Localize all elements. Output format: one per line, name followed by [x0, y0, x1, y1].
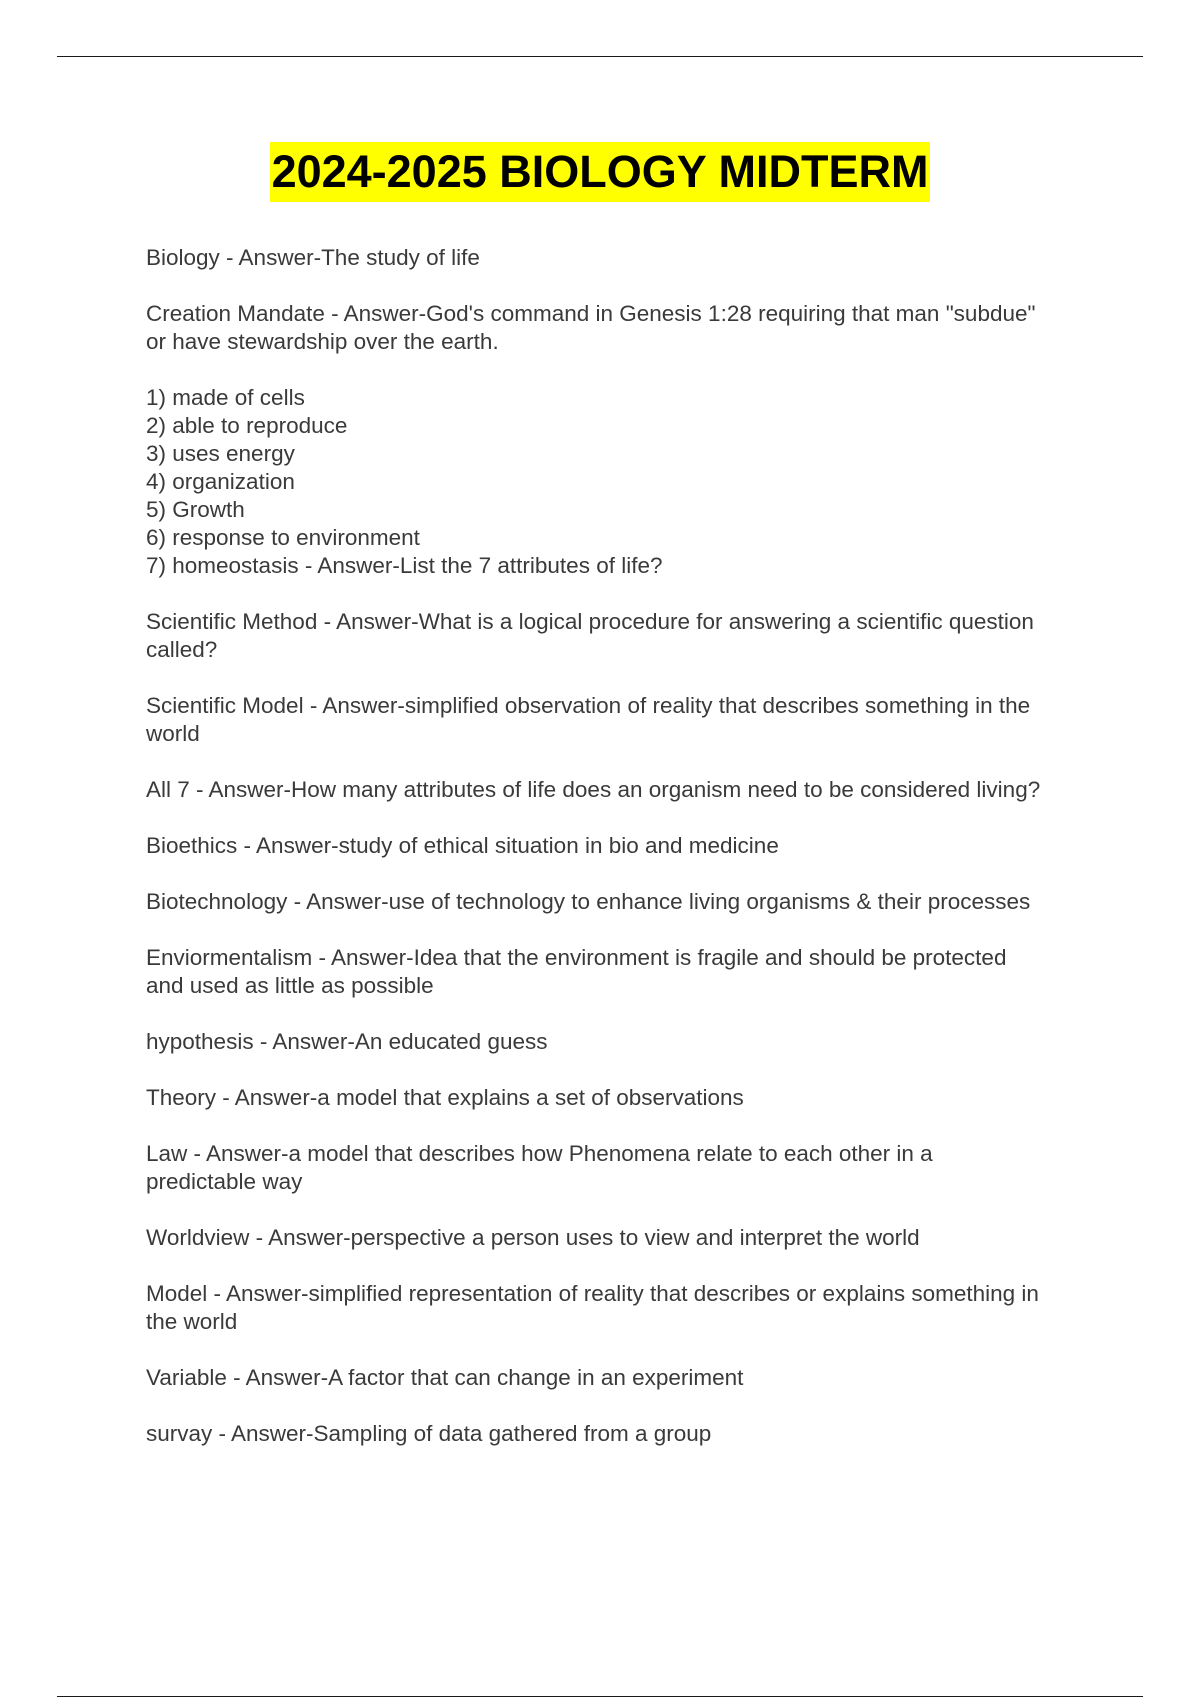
flashcard-entry: Biology - Answer-The study of life	[146, 245, 480, 270]
list-item: 6) response to environment	[146, 525, 420, 550]
bottom-rule	[57, 1696, 1143, 1697]
flashcard-entry: Scientific Method - Answer-What is a logical procedure for answering a scientific question called?	[146, 609, 1034, 662]
flashcard-entry: All 7 - Answer-How many attributes of life does an organism need to be considered living?	[146, 777, 1041, 802]
flashcard-entry: survay - Answer-Sampling of data gathered from a group	[146, 1421, 712, 1446]
flashcard-entry: hypothesis - Answer-An educated guess	[146, 1029, 548, 1054]
list-item: 4) organization	[146, 469, 295, 494]
list-item: 7) homeostasis - Answer-List the 7 attributes of life?	[146, 553, 663, 578]
top-rule	[57, 56, 1143, 57]
attributes-list	[146, 384, 1046, 580]
list-item: 2) able to reproduce	[146, 413, 348, 438]
flashcard-entry: Worldview - Answer-perspective a person uses to view and interpret the world	[146, 1225, 920, 1250]
flashcard-entry: Model - Answer-simplified representation of reality that describes or explains something in the world	[146, 1281, 1039, 1334]
flashcard-entry: Enviormentalism - Answer-Idea that the environment is fragile and should be protected and used as little as possible	[146, 945, 1007, 998]
list-item: 3) uses energy	[146, 441, 295, 466]
flashcard-entry: Law - Answer-a model that describes how Phenomena relate to each other in a predictable way	[146, 1141, 933, 1194]
flashcard-entry: Creation Mandate - Answer-God's command in Genesis 1:28 requiring that man "subdue" or have stewardship over the earth.	[146, 301, 1036, 354]
document-body	[146, 244, 1046, 1476]
flashcard-entry: Variable - Answer-A factor that can change in an experiment	[146, 1365, 744, 1390]
list-item: 1) made of cells	[146, 385, 305, 410]
title-container	[0, 142, 1200, 202]
list-item: 5) Growth	[146, 497, 245, 522]
flashcard-entry: Scientific Model - Answer-simplified observation of reality that describes something in the world	[146, 693, 1031, 746]
page-title: 2024-2025 BIOLOGY MIDTERM	[270, 142, 931, 202]
flashcard-entry: Biotechnology - Answer-use of technology to enhance living organisms & their processes	[146, 889, 1031, 914]
flashcard-entry: Theory - Answer-a model that explains a set of observations	[146, 1085, 744, 1110]
flashcard-entry: Bioethics - Answer-study of ethical situation in bio and medicine	[146, 833, 779, 858]
